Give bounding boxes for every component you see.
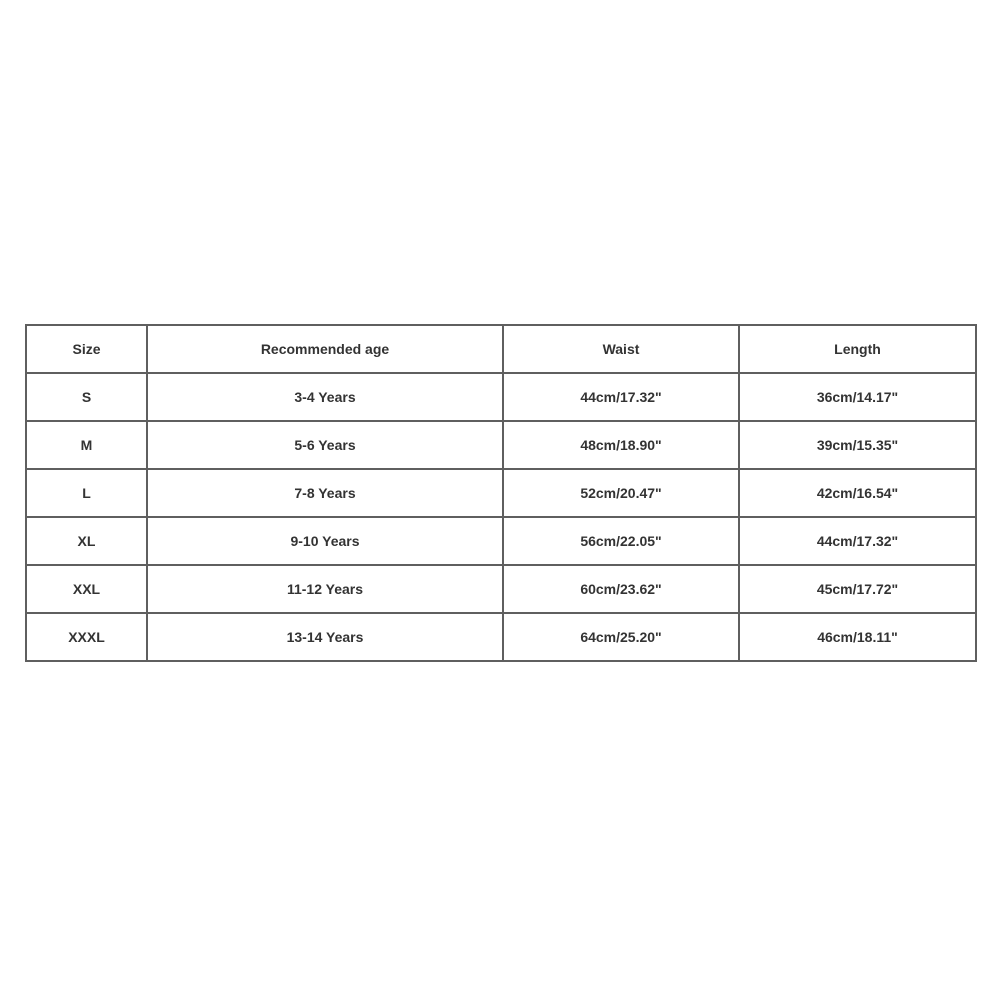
cell-length: 42cm/16.54" <box>739 469 976 517</box>
cell-length: 46cm/18.11" <box>739 613 976 661</box>
table-row <box>26 469 976 517</box>
cell-recommended-age: 13-14 Years <box>147 613 503 661</box>
table-row <box>26 421 976 469</box>
table-row <box>26 565 976 613</box>
cell-size: L <box>26 469 147 517</box>
cell-length: 39cm/15.35" <box>739 421 976 469</box>
header-size: Size <box>26 325 147 373</box>
cell-waist: 60cm/23.62" <box>503 565 739 613</box>
cell-length: 36cm/14.17" <box>739 373 976 421</box>
cell-waist: 64cm/25.20" <box>503 613 739 661</box>
cell-length: 44cm/17.32" <box>739 517 976 565</box>
table-row <box>26 517 976 565</box>
cell-waist: 56cm/22.05" <box>503 517 739 565</box>
cell-size: XXXL <box>26 613 147 661</box>
table-row <box>26 373 976 421</box>
cell-waist: 44cm/17.32" <box>503 373 739 421</box>
table-header-row <box>26 325 976 373</box>
header-length: Length <box>739 325 976 373</box>
cell-size: XL <box>26 517 147 565</box>
cell-size: XXL <box>26 565 147 613</box>
cell-recommended-age: 3-4 Years <box>147 373 503 421</box>
table-row <box>26 613 976 661</box>
header-waist: Waist <box>503 325 739 373</box>
cell-size: M <box>26 421 147 469</box>
cell-waist: 52cm/20.47" <box>503 469 739 517</box>
cell-recommended-age: 7-8 Years <box>147 469 503 517</box>
cell-recommended-age: 5-6 Years <box>147 421 503 469</box>
cell-waist: 48cm/18.90" <box>503 421 739 469</box>
cell-recommended-age: 11-12 Years <box>147 565 503 613</box>
header-recommended-age: Recommended age <box>147 325 503 373</box>
cell-length: 45cm/17.72" <box>739 565 976 613</box>
size-chart-table <box>25 324 977 662</box>
cell-recommended-age: 9-10 Years <box>147 517 503 565</box>
cell-size: S <box>26 373 147 421</box>
